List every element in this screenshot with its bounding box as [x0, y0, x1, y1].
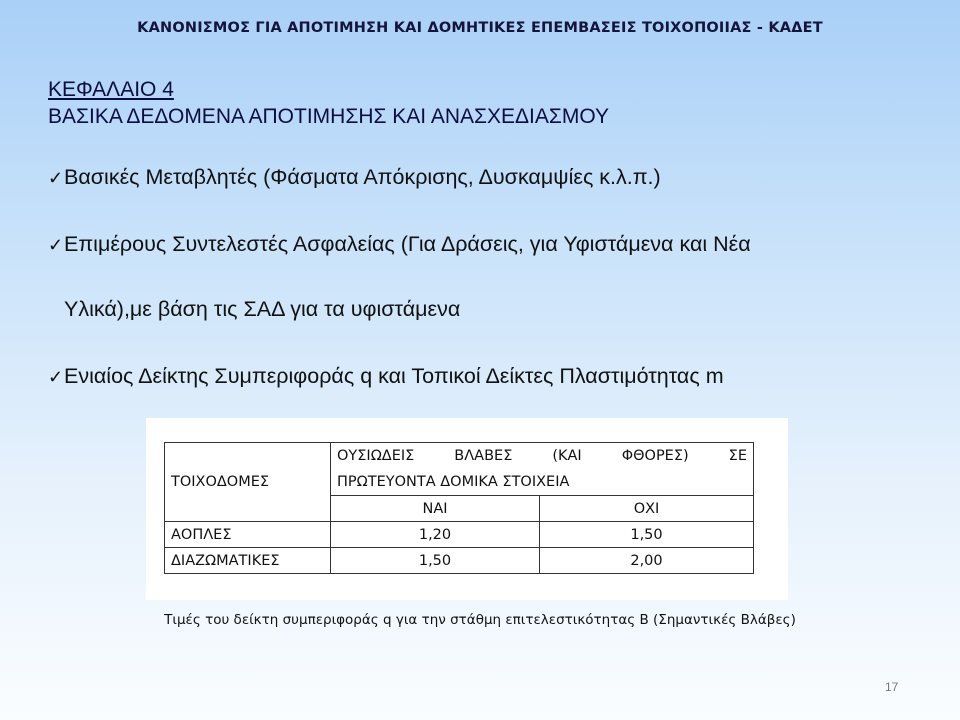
cell-no: 2,00: [540, 548, 754, 574]
cell-yes: 1,50: [331, 548, 540, 574]
chapter-number: ΚΕΦΑΛΑΙΟ 4: [48, 78, 174, 101]
header-damage-line1: [337, 443, 747, 469]
slide-header: ΚΑΝΟΝΙΣΜΟΣ ΓΙΑ ΑΠΟΤΙΜΗΣΗ ΚΑΙ ΔΟΜΗΤΙΚΕΣ ΕΠΕΜΒΑΣΕΙΣ ΤΟΙΧΟΠΟΙΙΑΣ - ΚΑΔΕΤ: [137, 20, 823, 36]
bullet-safety-factors-continuation: Υλικά),με βάση τις ΣΑΔ για τα υφιστάμενα: [64, 297, 461, 321]
header-word: (ΚΑΙ: [552, 448, 582, 464]
header-masonry: ΤΟΙΧΟΔΟΜΕΣ: [165, 443, 331, 522]
subheader-yes: ΝΑΙ: [331, 496, 540, 522]
table-row: [165, 522, 754, 548]
row-label: ΔΙΑΖΩΜΑΤΙΚΕΣ: [165, 548, 331, 574]
bullet-safety-factors: [48, 232, 751, 257]
table-header-row: [165, 443, 754, 496]
page-number: 17: [885, 680, 899, 694]
row-label: ΑΟΠΛΕΣ: [165, 522, 331, 548]
table-panel: [146, 418, 788, 600]
header-word: ΦΘΟΡΕΣ): [621, 448, 689, 464]
chapter-title: ΒΑΣΙΚΑ ΔΕΔΟΜΕΝΑ ΑΠΟΤΙΜΗΣΗΣ ΚΑΙ ΑΝΑΣΧΕΔΙΑΣΜΟΥ: [48, 105, 610, 128]
bullet-text: Βασικές Μεταβλητές (Φάσματα Απόκρισης, Δυσκαμψίες κ.λ.π.): [64, 165, 661, 189]
chapter-heading: [48, 76, 609, 130]
header-damage-line2: ΠΡΩΤΕΥΟΝΤΑ ΔΟΜΙΚΑ ΣΤΟΙΧΕΙΑ: [337, 474, 570, 490]
checkmark-icon: ✓: [48, 168, 64, 188]
header-word: ΣΕ: [728, 448, 747, 464]
bullet-text: Ενιαίος Δείκτης Συμπεριφοράς q και Τοπικοί Δείκτες Πλαστιμότητας m: [64, 364, 724, 388]
header-word: ΟΥΣΙΩΔΕΙΣ: [337, 448, 415, 464]
bullet-basic-variables: [48, 165, 661, 190]
cell-no: 1,50: [540, 522, 754, 548]
subheader-no: ΟΧΙ: [540, 496, 754, 522]
table-caption: Τιμές του δείκτη συμπεριφοράς q για την στάθμη επιτελεστικότητας Β (Σημαντικές Βλάβες): [164, 612, 796, 628]
cell-yes: 1,20: [331, 522, 540, 548]
checkmark-icon: ✓: [48, 235, 64, 255]
behavior-factor-table: [164, 442, 754, 574]
bullet-text: Επιμέρους Συντελεστές Ασφαλείας (Για Δράσεις, για Υφιστάμενα και Νέα: [64, 232, 751, 256]
checkmark-icon: ✓: [48, 367, 64, 387]
table-row: [165, 548, 754, 574]
header-word: ΒΛΑΒΕΣ: [454, 448, 513, 464]
bullet-behavior-factor: [48, 364, 724, 389]
header-damage: [331, 443, 754, 496]
